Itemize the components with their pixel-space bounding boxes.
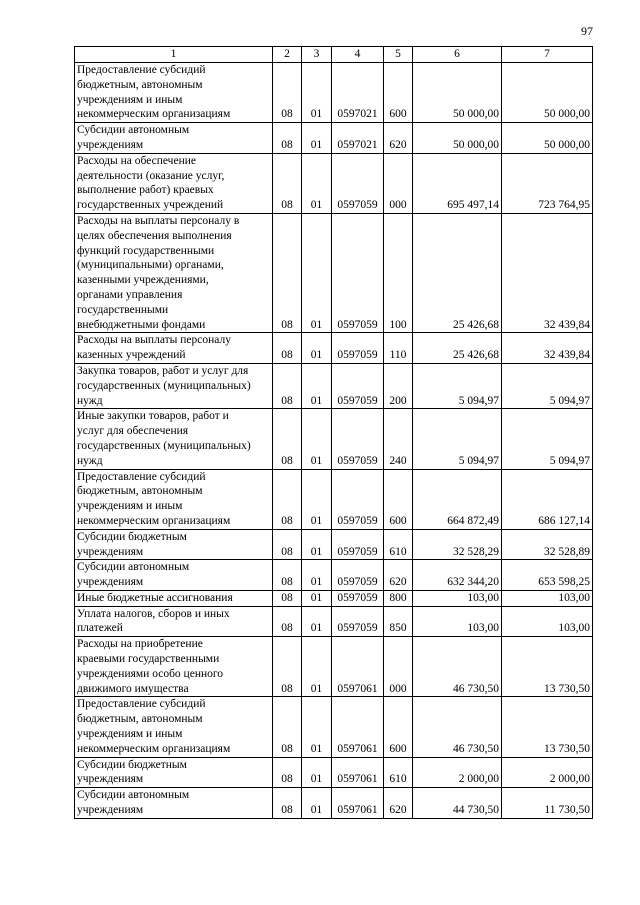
row-subsection: 01 (302, 63, 332, 123)
row-section: 08 (273, 529, 302, 560)
row-name: Субсидии бюджетным учреждениям (75, 529, 273, 560)
row-expense-type: 200 (384, 363, 413, 408)
row-target-code: 0597061 (332, 788, 384, 819)
table-row (75, 409, 593, 469)
row-name: Субсидии автономным учреждениям (75, 123, 273, 154)
row-expense-type: 610 (384, 529, 413, 560)
row-name: Предоставление субсидий бюджетным, автономным учреждениям и иным некоммерческим организациям (75, 469, 273, 529)
table-row (75, 123, 593, 154)
row-subsection: 01 (302, 757, 332, 788)
row-section: 08 (273, 123, 302, 154)
row-expense-type: 100 (384, 213, 413, 332)
row-subsection: 01 (302, 590, 332, 606)
row-expense-type: 000 (384, 153, 413, 213)
row-amount-year-2: 13 730,50 (502, 697, 593, 757)
row-amount-year-2: 103,00 (502, 606, 593, 637)
row-subsection: 01 (302, 409, 332, 469)
row-subsection: 01 (302, 529, 332, 560)
row-subsection: 01 (302, 213, 332, 332)
row-subsection: 01 (302, 637, 332, 697)
row-target-code: 0597059 (332, 153, 384, 213)
table-row (75, 213, 593, 332)
row-subsection: 01 (302, 697, 332, 757)
row-amount-year-2: 653 598,25 (502, 560, 593, 591)
row-name: Расходы на обеспечение деятельности (оказание услуг, выполнение работ) краевых государственных учреждений (75, 153, 273, 213)
row-name: Закупка товаров, работ и услуг для государственных (муниципальных) нужд (75, 363, 273, 408)
header-col-7: 7 (502, 47, 593, 63)
row-name: Субсидии автономным учреждениям (75, 788, 273, 819)
row-amount-year-1: 5 094,97 (413, 363, 502, 408)
header-col-2: 2 (273, 47, 302, 63)
table-row (75, 363, 593, 408)
row-section: 08 (273, 560, 302, 591)
row-section: 08 (273, 363, 302, 408)
row-subsection: 01 (302, 469, 332, 529)
row-amount-year-1: 32 528,29 (413, 529, 502, 560)
row-name: Иные бюджетные ассигнования (75, 590, 273, 606)
row-section: 08 (273, 637, 302, 697)
table-body (75, 63, 593, 819)
row-amount-year-1: 5 094,97 (413, 409, 502, 469)
header-col-4: 4 (332, 47, 384, 63)
row-target-code: 0597021 (332, 123, 384, 154)
row-name: Расходы на приобретение краевыми государственными учреждениями особо ценного движимого имущества (75, 637, 273, 697)
row-expense-type: 620 (384, 123, 413, 154)
row-section: 08 (273, 697, 302, 757)
row-amount-year-2: 5 094,97 (502, 363, 593, 408)
row-section: 08 (273, 63, 302, 123)
header-col-1: 1 (75, 47, 273, 63)
row-target-code: 0597059 (332, 560, 384, 591)
table-row (75, 469, 593, 529)
row-amount-year-2: 32 439,84 (502, 213, 593, 332)
table-row (75, 560, 593, 591)
row-expense-type: 600 (384, 469, 413, 529)
table-row (75, 590, 593, 606)
row-section: 08 (273, 333, 302, 364)
row-section: 08 (273, 409, 302, 469)
row-amount-year-2: 32 528,89 (502, 529, 593, 560)
row-name: Предоставление субсидий бюджетным, автономным учреждениям и иным некоммерческим организациям (75, 63, 273, 123)
row-target-code: 0597059 (332, 409, 384, 469)
table-row (75, 788, 593, 819)
row-amount-year-1: 46 730,50 (413, 637, 502, 697)
row-target-code: 0597059 (332, 213, 384, 332)
row-target-code: 0597061 (332, 637, 384, 697)
row-expense-type: 620 (384, 788, 413, 819)
table-row (75, 63, 593, 123)
page-number: 97 (581, 24, 593, 38)
row-target-code: 0597059 (332, 529, 384, 560)
row-amount-year-2: 5 094,97 (502, 409, 593, 469)
row-amount-year-2: 50 000,00 (502, 63, 593, 123)
row-name: Расходы на выплаты персоналу казенных учреждений (75, 333, 273, 364)
row-amount-year-2: 723 764,95 (502, 153, 593, 213)
row-name: Субсидии бюджетным учреждениям (75, 757, 273, 788)
row-name: Иные закупки товаров, работ и услуг для обеспечения государственных (муниципальных) нужд (75, 409, 273, 469)
row-target-code: 0597061 (332, 697, 384, 757)
table-row (75, 153, 593, 213)
row-expense-type: 000 (384, 637, 413, 697)
row-target-code: 0597059 (332, 469, 384, 529)
row-target-code: 0597059 (332, 590, 384, 606)
row-name: Субсидии автономным учреждениям (75, 560, 273, 591)
table-row (75, 529, 593, 560)
row-expense-type: 800 (384, 590, 413, 606)
table-row (75, 637, 593, 697)
row-expense-type: 240 (384, 409, 413, 469)
row-amount-year-2: 11 730,50 (502, 788, 593, 819)
table-header-row (75, 47, 593, 63)
row-name: Уплата налогов, сборов и иных платежей (75, 606, 273, 637)
row-amount-year-1: 2 000,00 (413, 757, 502, 788)
row-amount-year-2: 13 730,50 (502, 637, 593, 697)
row-section: 08 (273, 153, 302, 213)
row-target-code: 0597061 (332, 757, 384, 788)
row-amount-year-1: 25 426,68 (413, 333, 502, 364)
row-amount-year-2: 32 439,84 (502, 333, 593, 364)
row-expense-type: 600 (384, 63, 413, 123)
row-amount-year-1: 103,00 (413, 606, 502, 637)
row-subsection: 01 (302, 363, 332, 408)
budget-table (74, 46, 593, 819)
row-expense-type: 620 (384, 560, 413, 591)
row-amount-year-1: 664 872,49 (413, 469, 502, 529)
row-amount-year-2: 686 127,14 (502, 469, 593, 529)
header-col-6: 6 (413, 47, 502, 63)
row-subsection: 01 (302, 153, 332, 213)
row-section: 08 (273, 757, 302, 788)
row-section: 08 (273, 469, 302, 529)
row-amount-year-1: 632 344,20 (413, 560, 502, 591)
table-row (75, 333, 593, 364)
row-subsection: 01 (302, 606, 332, 637)
row-amount-year-2: 50 000,00 (502, 123, 593, 154)
row-expense-type: 110 (384, 333, 413, 364)
row-target-code: 0597059 (332, 333, 384, 364)
row-amount-year-1: 50 000,00 (413, 63, 502, 123)
row-section: 08 (273, 788, 302, 819)
row-section: 08 (273, 590, 302, 606)
row-subsection: 01 (302, 333, 332, 364)
row-amount-year-1: 50 000,00 (413, 123, 502, 154)
row-target-code: 0597059 (332, 606, 384, 637)
header-col-5: 5 (384, 47, 413, 63)
row-amount-year-2: 2 000,00 (502, 757, 593, 788)
row-amount-year-1: 103,00 (413, 590, 502, 606)
row-expense-type: 610 (384, 757, 413, 788)
table-row (75, 606, 593, 637)
row-amount-year-1: 46 730,50 (413, 697, 502, 757)
row-target-code: 0597021 (332, 63, 384, 123)
row-expense-type: 600 (384, 697, 413, 757)
row-target-code: 0597059 (332, 363, 384, 408)
row-amount-year-1: 25 426,68 (413, 213, 502, 332)
row-amount-year-1: 695 497,14 (413, 153, 502, 213)
header-col-3: 3 (302, 47, 332, 63)
row-name: Расходы на выплаты персоналу в целях обеспечения выполнения функций государственными (муниципальными) органами, казенными учреждениями, органами управления государственными внебюджетными фондами (75, 213, 273, 332)
row-amount-year-2: 103,00 (502, 590, 593, 606)
row-name: Предоставление субсидий бюджетным, автономным учреждениям и иным некоммерческим организациям (75, 697, 273, 757)
row-subsection: 01 (302, 788, 332, 819)
row-section: 08 (273, 213, 302, 332)
row-expense-type: 850 (384, 606, 413, 637)
row-subsection: 01 (302, 560, 332, 591)
table-row (75, 757, 593, 788)
row-subsection: 01 (302, 123, 332, 154)
row-section: 08 (273, 606, 302, 637)
row-amount-year-1: 44 730,50 (413, 788, 502, 819)
table-row (75, 697, 593, 757)
